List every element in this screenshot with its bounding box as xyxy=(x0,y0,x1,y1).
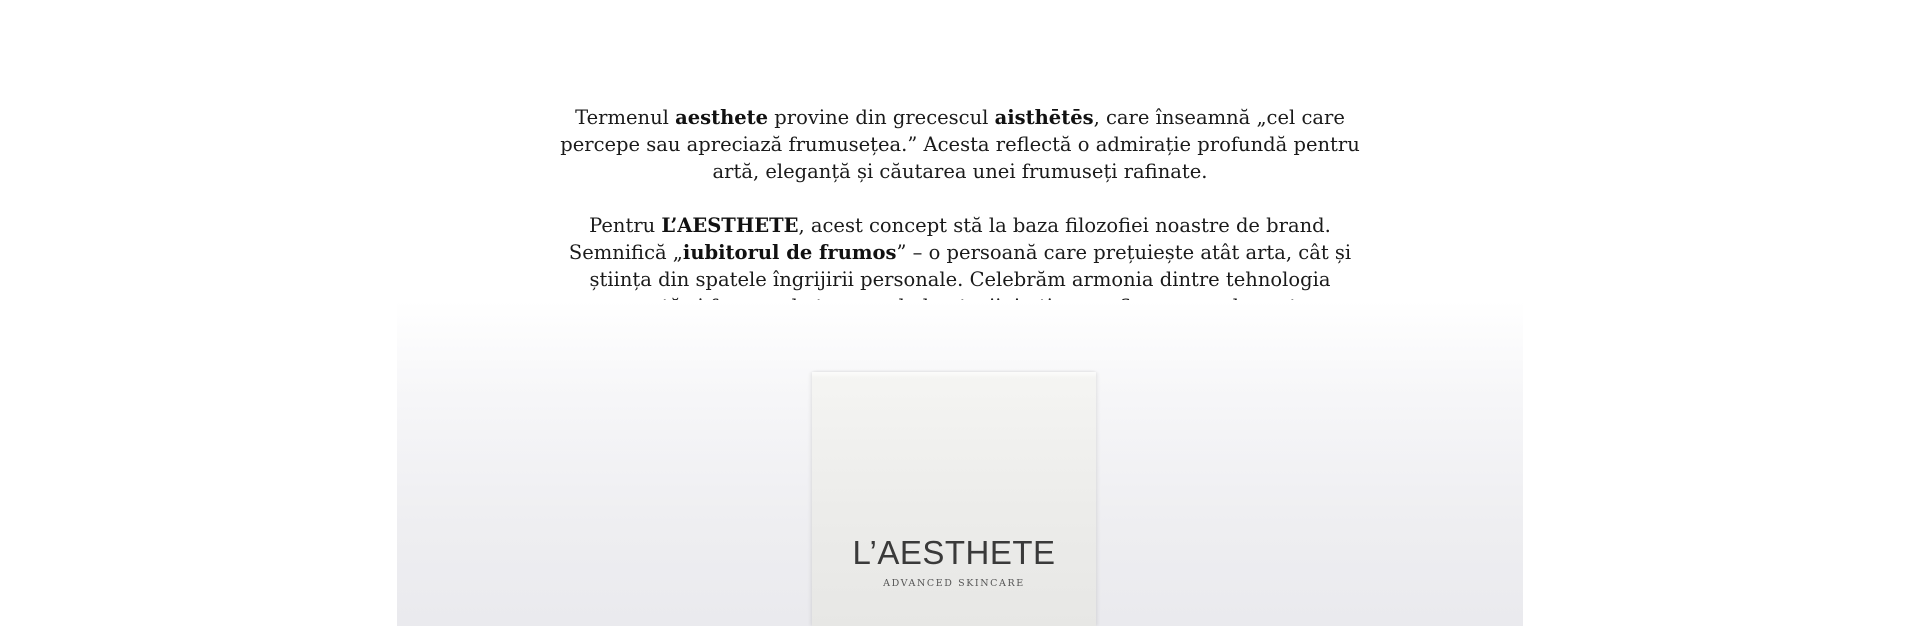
term-greek: aisthētēs xyxy=(994,106,1094,129)
product-box xyxy=(812,372,1096,626)
product-tagline: ADVANCED SKINCARE xyxy=(883,578,1025,589)
etymology-rest: , care înseamnă „cel care percepe sau apreciază frumusețea.” Acesta reflectă o admirație profundă pentru artă, eleganță și căutarea unei frumuseți rafinate. xyxy=(560,106,1360,183)
etymology-prefix: Termenul xyxy=(575,106,676,129)
philosophy-prefix: Pentru xyxy=(589,214,662,237)
philosophy-rest: ” – o persoană care prețuiește atât arta, cât și știința din spatele îngrijirii personale. Celebrăm armonia dintre tehnologia xyxy=(589,241,1352,291)
meaning-phrase: iubitorul de frumos xyxy=(682,241,897,264)
philosophy-mid: , acest concept stă la baza filozofiei noastre de brand. Semnifică „ xyxy=(568,214,1331,264)
etymology-mid: provine din grecescul xyxy=(768,106,995,129)
term-aesthete: aesthete xyxy=(675,106,769,129)
etymology-paragraph xyxy=(560,104,1360,185)
brand-name-inline: L’AESTHETE xyxy=(661,214,799,237)
product-brand-logo: L’AESTHETE xyxy=(852,534,1056,571)
